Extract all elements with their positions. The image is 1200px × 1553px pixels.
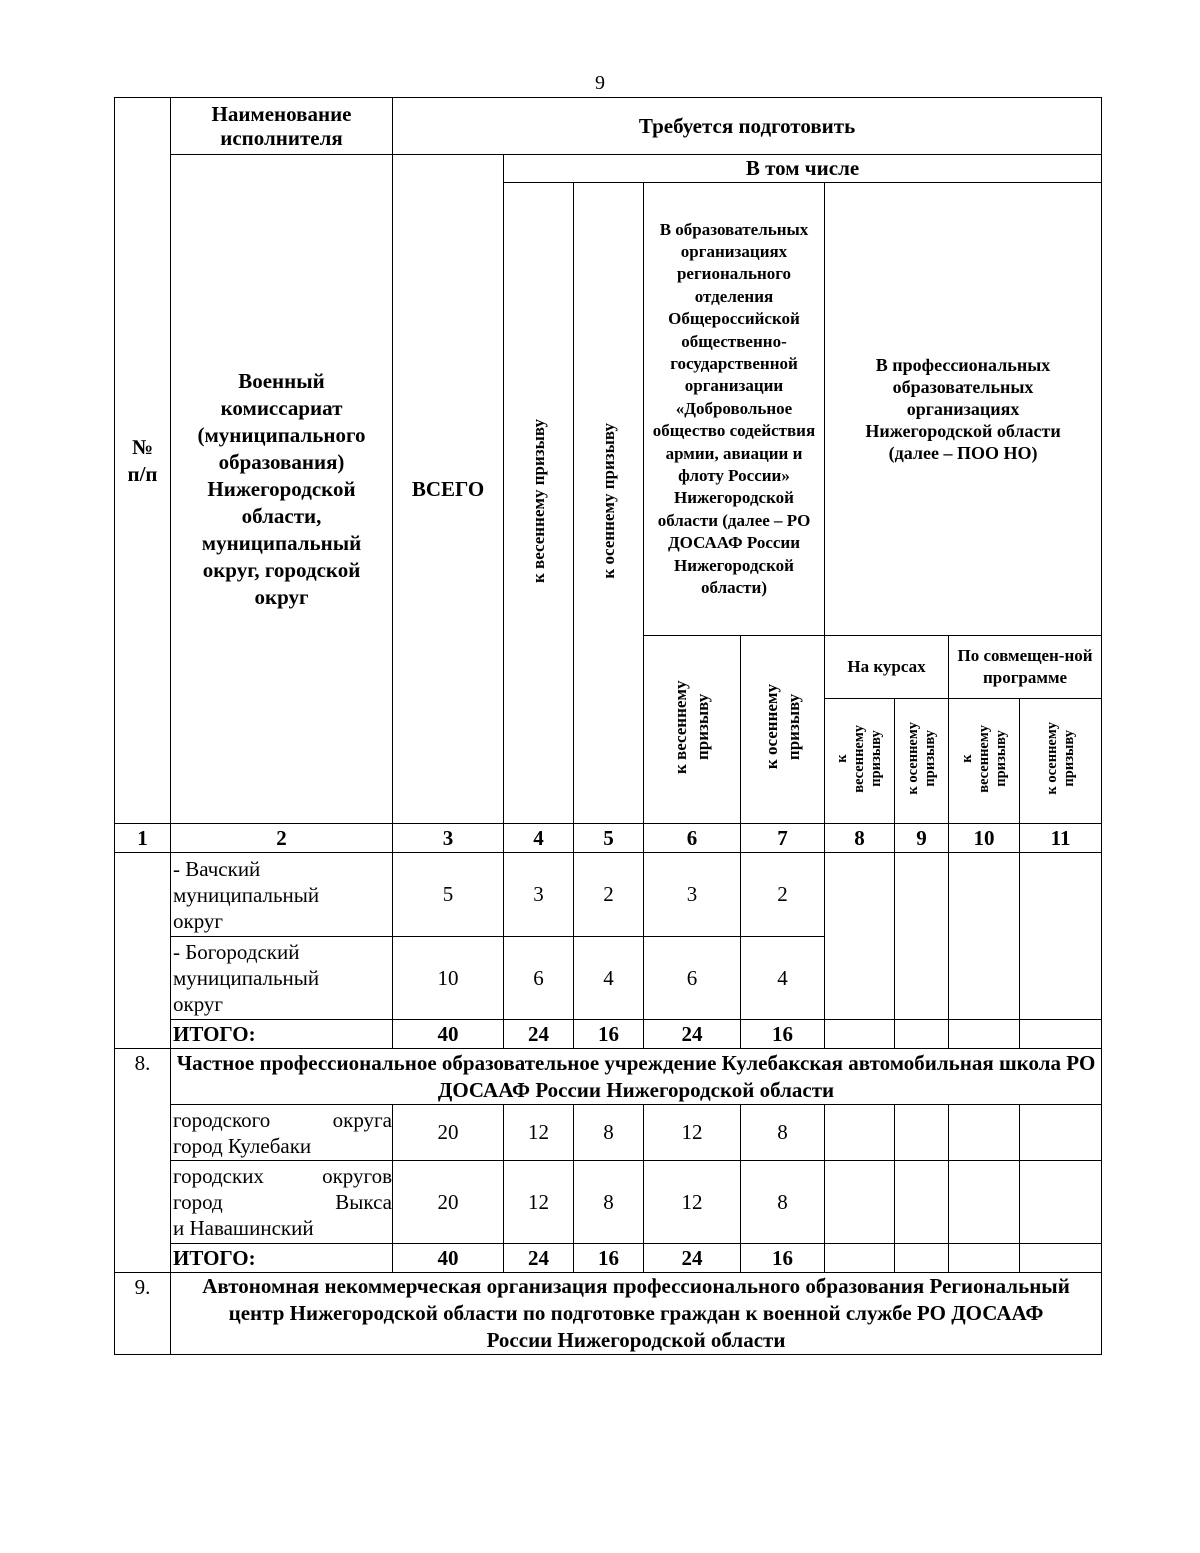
cell-dosaaf-spring: 6 (644, 937, 741, 1020)
total-value: 24 (644, 1020, 741, 1049)
total-value: 16 (574, 1244, 644, 1273)
header-dosaaf-spring (644, 636, 741, 824)
cell-total: 5 (393, 853, 504, 937)
header-combined-autumn (1020, 699, 1102, 824)
col-num-2: 2 (171, 824, 393, 853)
total-row (115, 1244, 1102, 1273)
total-value: 24 (504, 1244, 574, 1273)
page-number: 9 (595, 72, 605, 94)
total-label: ИТОГО: (171, 1244, 393, 1273)
header-combined: По совмещен-ной программе (949, 636, 1102, 699)
cell-total: 10 (393, 937, 504, 1020)
row-number-empty (115, 853, 171, 1049)
cell-empty (949, 853, 1020, 1020)
header-dosaaf: В образовательных организациях регионального отделения Общероссийской общественно-государственной организации «Добровольное общество содействия армии, авиации и флоту России» Нижегородской области (далее – РО ДОСААФ России Нижегородской области) (644, 183, 825, 636)
col-num-5: 5 (574, 824, 644, 853)
total-value: 40 (393, 1020, 504, 1049)
courses-spring-label: к весеннему призыву (834, 724, 884, 793)
total-value: 16 (741, 1020, 825, 1049)
total-value: 40 (393, 1244, 504, 1273)
cell-dosaaf-spring: 3 (644, 853, 741, 937)
cell-empty (1020, 853, 1102, 1020)
col-num-1: 1 (115, 824, 171, 853)
table-row (115, 1105, 1102, 1161)
header-executor: Наименование исполнителя (171, 98, 393, 155)
header-poo: В профессиональных образовательных организациях Нижегородской области (далее – ПОО НО) (825, 183, 1102, 636)
header-courses: На курсах (825, 636, 949, 699)
total-value: 24 (504, 1020, 574, 1049)
table-row (115, 853, 1102, 937)
header-spring-call (504, 183, 574, 824)
cell-total: 20 (393, 1161, 504, 1244)
col-num-7: 7 (741, 824, 825, 853)
header-total: ВСЕГО (393, 155, 504, 824)
col-num-4: 4 (504, 824, 574, 853)
total-value: 16 (574, 1020, 644, 1049)
cell-autumn: 2 (574, 853, 644, 937)
total-value: 16 (741, 1244, 825, 1273)
col-num-8: 8 (825, 824, 895, 853)
header-required: Требуется подготовить (393, 98, 1102, 155)
total-label: ИТОГО: (171, 1020, 393, 1049)
cell-spring: 3 (504, 853, 574, 937)
header-courses-spring (825, 699, 895, 824)
combined-autumn-label: к осеннему призыву (1043, 722, 1077, 795)
col-num-11: 11 (1020, 824, 1102, 853)
header-dosaaf-autumn (741, 636, 825, 824)
column-numbers-row (115, 824, 1102, 853)
row-name: городского округа город Кулебаки (171, 1105, 393, 1161)
header-courses-autumn (895, 699, 949, 824)
cell-spring: 6 (504, 937, 574, 1020)
row-name: - Вачский муниципальный округ (171, 853, 393, 937)
cell-autumn: 8 (574, 1161, 644, 1244)
cell-empty (825, 853, 895, 1020)
section-org-name: Частное профессиональное образовательное учреждение Кулебакская автомобильная школа РО ДОСААФ России Нижегородской области (171, 1049, 1102, 1105)
col-num-9: 9 (895, 824, 949, 853)
cell-dosaaf-spring: 12 (644, 1161, 741, 1244)
cell-dosaaf-autumn: 8 (741, 1105, 825, 1161)
cell-dosaaf-autumn: 2 (741, 853, 825, 937)
header-commissariat: Военный комиссариат (муниципального образования) Нижегородской области, муниципальный округ, городской округ (171, 155, 393, 824)
courses-autumn-label: к осеннему призыву (904, 722, 938, 795)
col-num-3: 3 (393, 824, 504, 853)
autumn-call-label: к осеннему призыву (598, 422, 618, 579)
cell-spring: 12 (504, 1161, 574, 1244)
section-number: 9. (115, 1273, 171, 1355)
col-num-10: 10 (949, 824, 1020, 853)
cell-dosaaf-spring: 12 (644, 1105, 741, 1161)
cell-autumn: 4 (574, 937, 644, 1020)
row-name: - Богородский муниципальный округ (171, 937, 393, 1020)
table-row (115, 1161, 1102, 1244)
total-row (115, 1020, 1102, 1049)
cell-dosaaf-autumn: 4 (741, 937, 825, 1020)
header-including: В том числе (504, 155, 1102, 183)
cell-empty (895, 853, 949, 1020)
section-org-name: Автономная некоммерческая организация профессионального образования Региональный центр Нижегородской области по подготовке граждан к военной службе РО ДОСААФ России Нижегородской области (171, 1273, 1102, 1355)
header-num-col: № п/п (115, 98, 171, 824)
section-number: 8. (115, 1049, 171, 1273)
row-name: городских округов город Выкса и Навашинский (171, 1161, 393, 1244)
header-autumn-call (574, 183, 644, 824)
total-value: 24 (644, 1244, 741, 1273)
cell-total: 20 (393, 1105, 504, 1161)
spring-call-label: к весеннему призыву (528, 418, 548, 583)
combined-spring-label: к весеннему призыву (958, 724, 1009, 793)
cell-dosaaf-autumn: 8 (741, 1161, 825, 1244)
dosaaf-spring-label: к весеннему призыву (671, 680, 712, 774)
cell-autumn: 8 (574, 1105, 644, 1161)
col-num-6: 6 (644, 824, 741, 853)
cell-spring: 12 (504, 1105, 574, 1161)
header-combined-spring (949, 699, 1020, 824)
training-plan-table (114, 97, 1102, 1355)
dosaaf-autumn-label: к осеннему призыву (761, 684, 803, 770)
